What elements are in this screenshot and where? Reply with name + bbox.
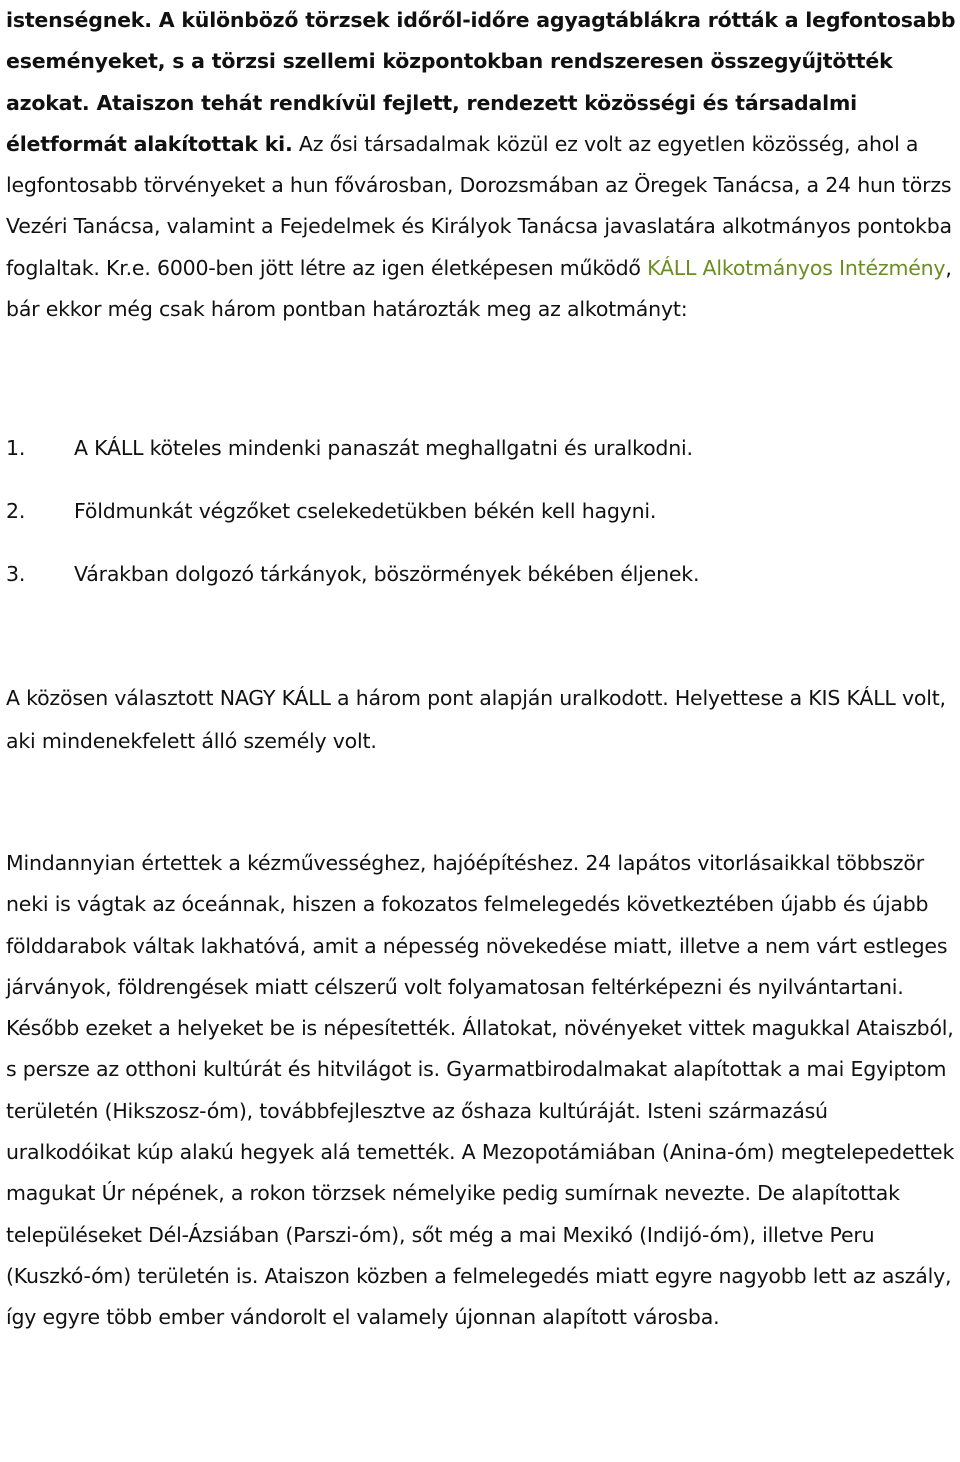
- paragraph-intro-tail: , bár ekkor még csak három pontban határozták meg az alkotmányt:: [6, 255, 952, 322]
- kall-institution-link[interactable]: KÁLL Alkotmányos Intézmény: [647, 255, 946, 280]
- constitution-points-list: [6, 426, 956, 615]
- paragraph-craftsmanship: Mindannyian értettek a kézművességhez, hajóépítéshez. 24 lapátos vitorlásaikkal többször neki is vágtak az óceánnak, hiszen a fokozatos felmelegedés következtében újabb és újabb földdarabok váltak lakhatóvá, amit a népesség növekedése miatt, illetve a nem várt estleges járványok, földrengések miatt célszerű volt folyamatosan feltérképezni és nyilvántartani. Később ezeket a helyeket be is népesítették. Állatokat, növényeket vittek magukkal Ataiszból, s persze az otthoni kultúrát és hitvilágot is. Gyarmatbirodalmakat alapítottak a mai Egyiptom területén (Hikszosz-óm), továbbfejlesztve az őshaza kultúráját. Isteni származású uralkodóikat kúp alakú hegyek alá temették. A Mezopotámiában (Anina-óm) megtelepedettek magukat Úr népének, a rokon törzsek némelyike pedig sumírnak nevezte. De alapítottak településeket Dél-Ázsiában (Parszi-óm), sőt még a mai Mexikó (Indijó-óm), illetve Peru (Kuszkó-óm) területén is. Ataiszon közben a felmelegedés miatt egyre nagyobb lett az aszály, így egyre több ember vándorolt el valamely újonnan alapított városba.: [6, 851, 955, 1330]
- paragraph-nagy-kall: A közösen választott NAGY KÁLL a három pont alapján uralkodott. Helyettese a KIS KÁLL volt, aki mindenekfelett álló személy volt.: [6, 686, 946, 753]
- list-item-text: Földmunkát végzőket cselekedetükben békén kell hagyni.: [74, 499, 657, 523]
- list-item-text: Várakban dolgozó tárkányok, böszörmények békében éljenek.: [74, 562, 700, 586]
- list-item: [6, 489, 956, 552]
- paragraph-intro-text: Az ősi társadalmak közül ez volt az egyetlen közösség, ahol a legfontosabb törvényeket a hun fővárosban, Dorozsmában az Öregek Tanácsa, a 24 hun törzs Vezéri Tanácsa, valamint a Fejedelmek és Királyok Tanácsa javaslatára alkotmányos pontokba foglaltak. Kr.e. 6000-ben jött létre az igen életképesen működő: [6, 131, 952, 280]
- list-item: [6, 426, 956, 489]
- list-item-text: A KÁLL köteles mindenki panaszát meghallgatni és uralkodni.: [74, 436, 693, 460]
- paragraph-intro: [6, 0, 956, 330]
- paragraph-intro-bold: istenségnek. A különböző törzsek időről-időre agyagtáblákra rótták a legfontosabb eseményeket, s a törzsi szellemi központokban rendszeresen összegyűjtötték azokat. Ataiszon tehát rendkívül fejlett, rendezett közösségi és társadalmi életformát alakítottak ki.: [6, 8, 956, 156]
- list-item-number: 1.: [6, 436, 26, 460]
- list-item-number: 3.: [6, 562, 26, 586]
- list-item: [6, 552, 956, 615]
- list-item-number: 2.: [6, 499, 26, 523]
